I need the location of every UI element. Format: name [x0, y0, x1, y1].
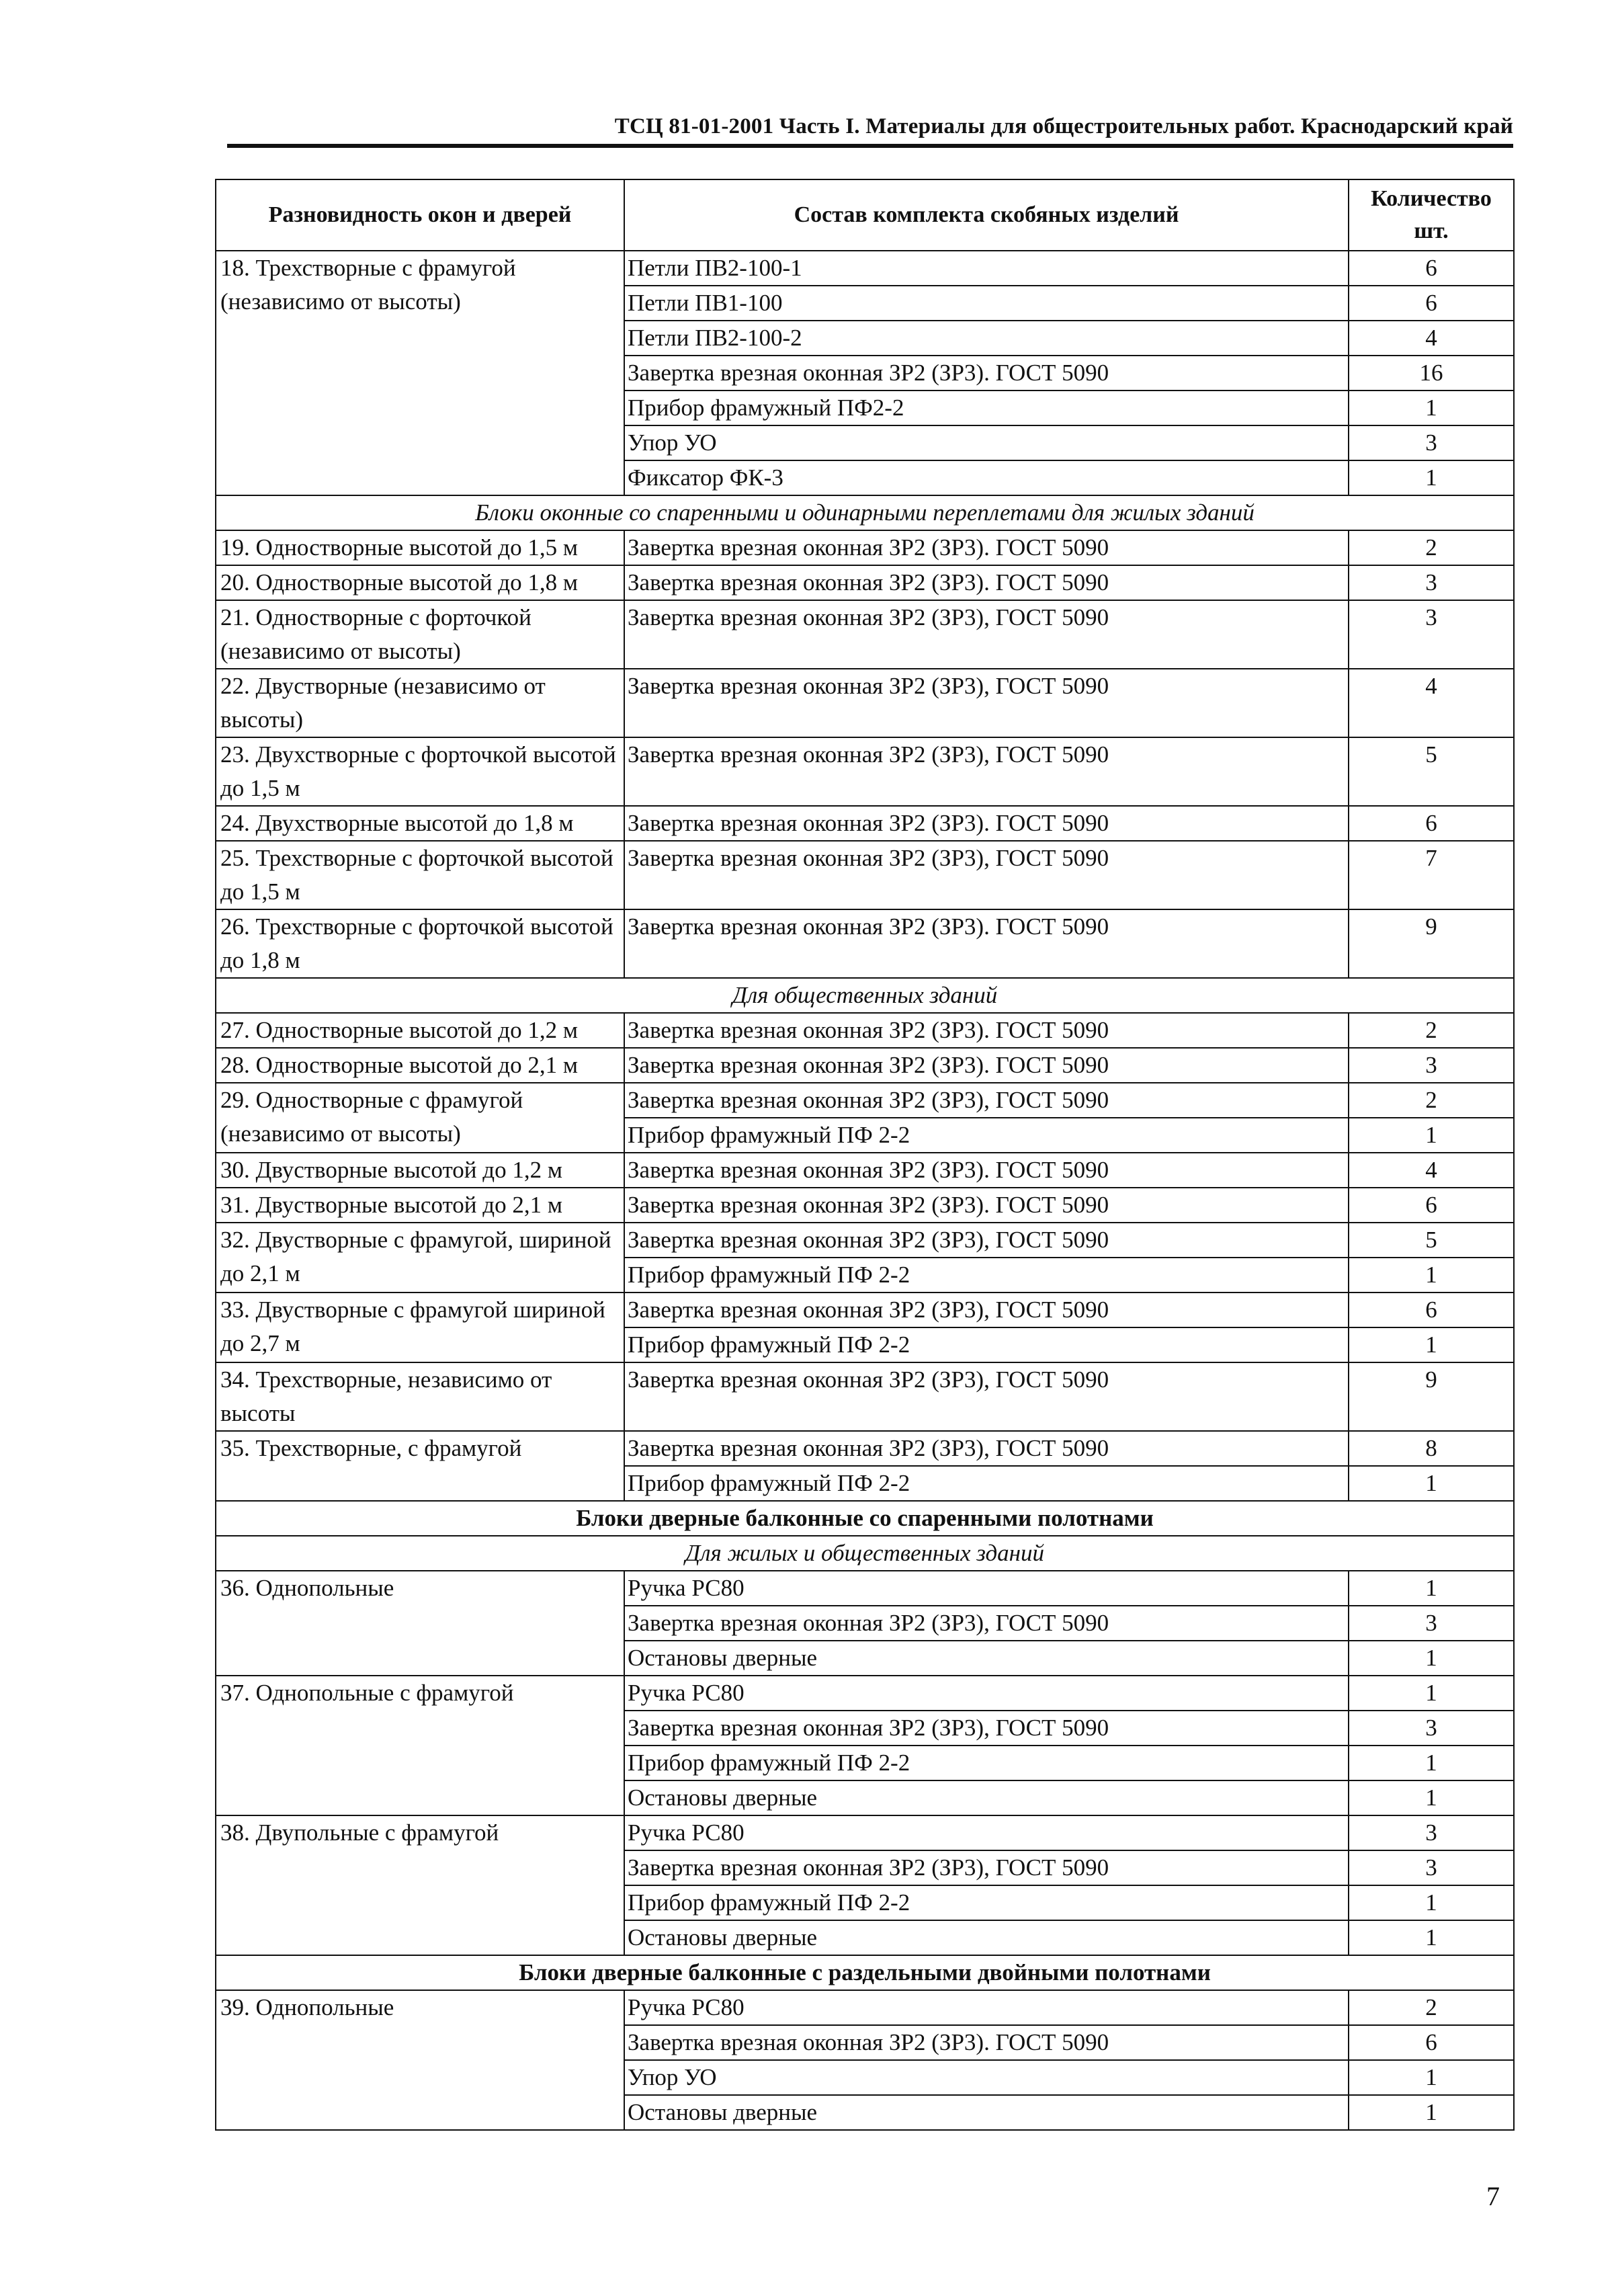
hardware-item: Ручка РС80 — [624, 1676, 1349, 1711]
window-door-kind: 23. Двухстворные с форточкой высотой до 1,5 м — [216, 737, 624, 806]
hardware-item: Завертка врезная оконная ЗР2 (ЗР3), ГОСТ 5090 — [624, 1850, 1349, 1885]
quantity: 2 — [1349, 1083, 1514, 1118]
quantity: 1 — [1349, 1676, 1514, 1711]
quantity: 3 — [1349, 565, 1514, 600]
quantity: 3 — [1349, 425, 1514, 460]
hardware-item: Завертка врезная оконная ЗР2 (ЗР3). ГОСТ 5090 — [624, 1153, 1349, 1188]
hardware-item: Завертка врезная оконная ЗР2 (ЗР3), ГОСТ 5090 — [624, 1223, 1349, 1258]
table-row — [216, 806, 1514, 841]
column-header-kind: Разновидность окон и дверей — [216, 179, 624, 251]
table-row — [216, 1083, 1514, 1118]
table-row — [216, 841, 1514, 909]
table-row — [216, 530, 1514, 565]
section-row — [216, 495, 1514, 530]
quantity: 1 — [1349, 1920, 1514, 1955]
hardware-item: Завертка врезная оконная ЗР2 (ЗР3). ГОСТ 5090 — [624, 565, 1349, 600]
hardware-item: Остановы дверные — [624, 1780, 1349, 1815]
column-header-qty: Количество шт. — [1349, 179, 1514, 251]
hardware-item: Завертка врезная оконная ЗР2 (ЗР3). ГОСТ 5090 — [624, 1188, 1349, 1223]
table-row — [216, 1293, 1514, 1327]
hardware-item: Упор УО — [624, 425, 1349, 460]
quantity: 8 — [1349, 1431, 1514, 1466]
hardware-item: Прибор фрамужный ПФ 2-2 — [624, 1118, 1349, 1153]
section-title: Для жилых и общественных зданий — [216, 1536, 1514, 1571]
hardware-item: Завертка врезная оконная ЗР2 (ЗР3). ГОСТ 5090 — [624, 909, 1349, 978]
quantity: 2 — [1349, 1013, 1514, 1048]
quantity: 1 — [1349, 2095, 1514, 2130]
window-door-kind: 36. Однопольные — [216, 1571, 624, 1676]
hardware-item: Ручка РС80 — [624, 1815, 1349, 1850]
window-door-kind: 38. Двупольные с фрамугой — [216, 1815, 624, 1955]
quantity: 16 — [1349, 356, 1514, 391]
quantity: 1 — [1349, 1258, 1514, 1293]
column-header-set: Состав комплекта скобяных изделий — [624, 179, 1349, 251]
table-row — [216, 1188, 1514, 1223]
hardware-item: Завертка врезная оконная ЗР2 (ЗР3), ГОСТ 5090 — [624, 1293, 1349, 1327]
hardware-item: Завертка врезная оконная ЗР2 (ЗР3), ГОСТ 5090 — [624, 1606, 1349, 1641]
hardware-item: Завертка врезная оконная ЗР2 (ЗР3). ГОСТ 5090 — [624, 1048, 1349, 1083]
quantity: 9 — [1349, 1362, 1514, 1431]
quantity: 7 — [1349, 841, 1514, 909]
quantity: 1 — [1349, 1466, 1514, 1501]
hardware-item: Прибор фрамужный ПФ 2-2 — [624, 1258, 1349, 1293]
table-row — [216, 1223, 1514, 1258]
window-door-kind: 25. Трехстворные с форточкой высотой до 1,5 м — [216, 841, 624, 909]
window-door-kind: 19. Одностворные высотой до 1,5 м — [216, 530, 624, 565]
quantity: 1 — [1349, 391, 1514, 425]
quantity: 1 — [1349, 1780, 1514, 1815]
window-door-kind: 37. Однопольные с фрамугой — [216, 1676, 624, 1815]
section-title: Блоки дверные балконные со спаренными полотнами — [216, 1501, 1514, 1536]
hardware-item: Завертка врезная оконная ЗР2 (ЗР3), ГОСТ 5090 — [624, 737, 1349, 806]
table-row — [216, 565, 1514, 600]
header-rule — [227, 144, 1513, 148]
hardware-item: Упор УО — [624, 2060, 1349, 2095]
table-row — [216, 1153, 1514, 1188]
window-door-kind: 22. Двустворные (независимо от высоты) — [216, 669, 624, 737]
hardware-item: Ручка РС80 — [624, 1990, 1349, 2025]
hardware-item: Завертка врезная оконная ЗР2 (ЗР3), ГОСТ 5090 — [624, 1711, 1349, 1746]
section-row — [216, 1955, 1514, 1990]
window-door-kind: 32. Двустворные с фрамугой, шириной до 2,1 м — [216, 1223, 624, 1293]
window-door-kind: 35. Трехстворные, с фрамугой — [216, 1431, 624, 1501]
table-row — [216, 1362, 1514, 1431]
page-number: 7 — [1486, 2181, 1500, 2211]
window-door-kind: 26. Трехстворные с форточкой высотой до 1,8 м — [216, 909, 624, 978]
hardware-item: Завертка врезная оконная ЗР2 (ЗР3). ГОСТ 5090 — [624, 530, 1349, 565]
quantity: 1 — [1349, 1641, 1514, 1676]
hardware-item: Прибор фрамужный ПФ 2-2 — [624, 1327, 1349, 1362]
quantity: 1 — [1349, 460, 1514, 495]
quantity: 4 — [1349, 1153, 1514, 1188]
hardware-item: Завертка врезная оконная ЗР2 (ЗР3), ГОСТ 5090 — [624, 1083, 1349, 1118]
hardware-table — [215, 179, 1515, 2131]
quantity: 3 — [1349, 1850, 1514, 1885]
table-row — [216, 251, 1514, 286]
section-title: Для общественных зданий — [216, 978, 1514, 1013]
hardware-item: Завертка врезная оконная ЗР2 (ЗР3). ГОСТ 5090 — [624, 806, 1349, 841]
window-door-kind: 31. Двустворные высотой до 2,1 м — [216, 1188, 624, 1223]
quantity: 1 — [1349, 1327, 1514, 1362]
quantity: 4 — [1349, 669, 1514, 737]
table-row — [216, 1990, 1514, 2025]
table-row — [216, 1431, 1514, 1466]
window-door-kind: 21. Одностворные с форточкой (независимо от высоты) — [216, 600, 624, 669]
quantity: 3 — [1349, 1048, 1514, 1083]
section-title: Блоки дверные балконные с раздельными двойными полотнами — [216, 1955, 1514, 1990]
table-row — [216, 600, 1514, 669]
table-row — [216, 1013, 1514, 1048]
hardware-item: Завертка врезная оконная ЗР2 (ЗР3), ГОСТ 5090 — [624, 600, 1349, 669]
hardware-item: Петли ПВ2-100-1 — [624, 251, 1349, 286]
window-door-kind: 27. Одностворные высотой до 1,2 м — [216, 1013, 624, 1048]
hardware-item: Остановы дверные — [624, 1920, 1349, 1955]
hardware-item: Фиксатор ФК-3 — [624, 460, 1349, 495]
hardware-item: Завертка врезная оконная ЗР2 (ЗР3), ГОСТ 5090 — [624, 669, 1349, 737]
table-row — [216, 1048, 1514, 1083]
window-door-kind: 33. Двустворные с фрамугой шириной до 2,7 м — [216, 1293, 624, 1362]
quantity: 1 — [1349, 1118, 1514, 1153]
table-row — [216, 1676, 1514, 1711]
quantity: 3 — [1349, 1711, 1514, 1746]
hardware-item: Ручка РС80 — [624, 1571, 1349, 1606]
hardware-item: Остановы дверные — [624, 1641, 1349, 1676]
quantity: 6 — [1349, 286, 1514, 321]
window-door-kind: 30. Двустворные высотой до 1,2 м — [216, 1153, 624, 1188]
table-row — [216, 669, 1514, 737]
section-title: Блоки оконные со спаренными и одинарными переплетами для жилых зданий — [216, 495, 1514, 530]
hardware-item: Прибор фрамужный ПФ 2-2 — [624, 1746, 1349, 1780]
quantity: 6 — [1349, 251, 1514, 286]
hardware-item: Прибор фрамужный ПФ2-2 — [624, 391, 1349, 425]
quantity: 3 — [1349, 600, 1514, 669]
quantity: 5 — [1349, 1223, 1514, 1258]
hardware-item: Завертка врезная оконная ЗР2 (ЗР3), ГОСТ 5090 — [624, 841, 1349, 909]
quantity: 6 — [1349, 2025, 1514, 2060]
window-door-kind: 29. Одностворные с фрамугой (независимо от высоты) — [216, 1083, 624, 1153]
hardware-item: Петли ПВ2-100-2 — [624, 321, 1349, 356]
quantity: 2 — [1349, 1990, 1514, 2025]
table-row — [216, 909, 1514, 978]
quantity: 9 — [1349, 909, 1514, 978]
quantity: 1 — [1349, 1746, 1514, 1780]
section-row — [216, 1501, 1514, 1536]
quantity: 6 — [1349, 806, 1514, 841]
quantity: 4 — [1349, 321, 1514, 356]
quantity: 1 — [1349, 1885, 1514, 1920]
quantity: 6 — [1349, 1188, 1514, 1223]
quantity: 2 — [1349, 530, 1514, 565]
quantity: 6 — [1349, 1293, 1514, 1327]
hardware-item: Завертка врезная оконная ЗР2 (ЗР3). ГОСТ 5090 — [624, 356, 1349, 391]
quantity: 5 — [1349, 737, 1514, 806]
window-door-kind: 18. Трехстворные с фрамугой (независимо от высоты) — [216, 251, 624, 495]
table-header-row — [216, 179, 1514, 251]
window-door-kind: 20. Одностворные высотой до 1,8 м — [216, 565, 624, 600]
quantity: 3 — [1349, 1606, 1514, 1641]
table-row — [216, 1571, 1514, 1606]
quantity: 1 — [1349, 2060, 1514, 2095]
hardware-item: Прибор фрамужный ПФ 2-2 — [624, 1885, 1349, 1920]
window-door-kind: 34. Трехстворные, независимо от высоты — [216, 1362, 624, 1431]
window-door-kind: 24. Двухстворные высотой до 1,8 м — [216, 806, 624, 841]
quantity: 1 — [1349, 1571, 1514, 1606]
hardware-item: Завертка врезная оконная ЗР2 (ЗР3). ГОСТ 5090 — [624, 1013, 1349, 1048]
window-door-kind: 39. Однопольные — [216, 1990, 624, 2130]
quantity: 3 — [1349, 1815, 1514, 1850]
window-door-kind: 28. Одностворные высотой до 2,1 м — [216, 1048, 624, 1083]
running-header: ТСЦ 81-01-2001 Часть I. Материалы для общестроительных работ. Краснодарский край — [614, 114, 1513, 138]
table-row — [216, 737, 1514, 806]
hardware-item: Прибор фрамужный ПФ 2-2 — [624, 1466, 1349, 1501]
table-row — [216, 1815, 1514, 1850]
section-row — [216, 978, 1514, 1013]
hardware-item: Петли ПВ1-100 — [624, 286, 1349, 321]
hardware-item: Завертка врезная оконная ЗР2 (ЗР3), ГОСТ 5090 — [624, 1431, 1349, 1466]
section-row — [216, 1536, 1514, 1571]
hardware-item: Остановы дверные — [624, 2095, 1349, 2130]
hardware-item: Завертка врезная оконная ЗР2 (ЗР3), ГОСТ 5090 — [624, 1362, 1349, 1431]
hardware-item: Завертка врезная оконная ЗР2 (ЗР3). ГОСТ 5090 — [624, 2025, 1349, 2060]
table-body — [216, 251, 1514, 2130]
